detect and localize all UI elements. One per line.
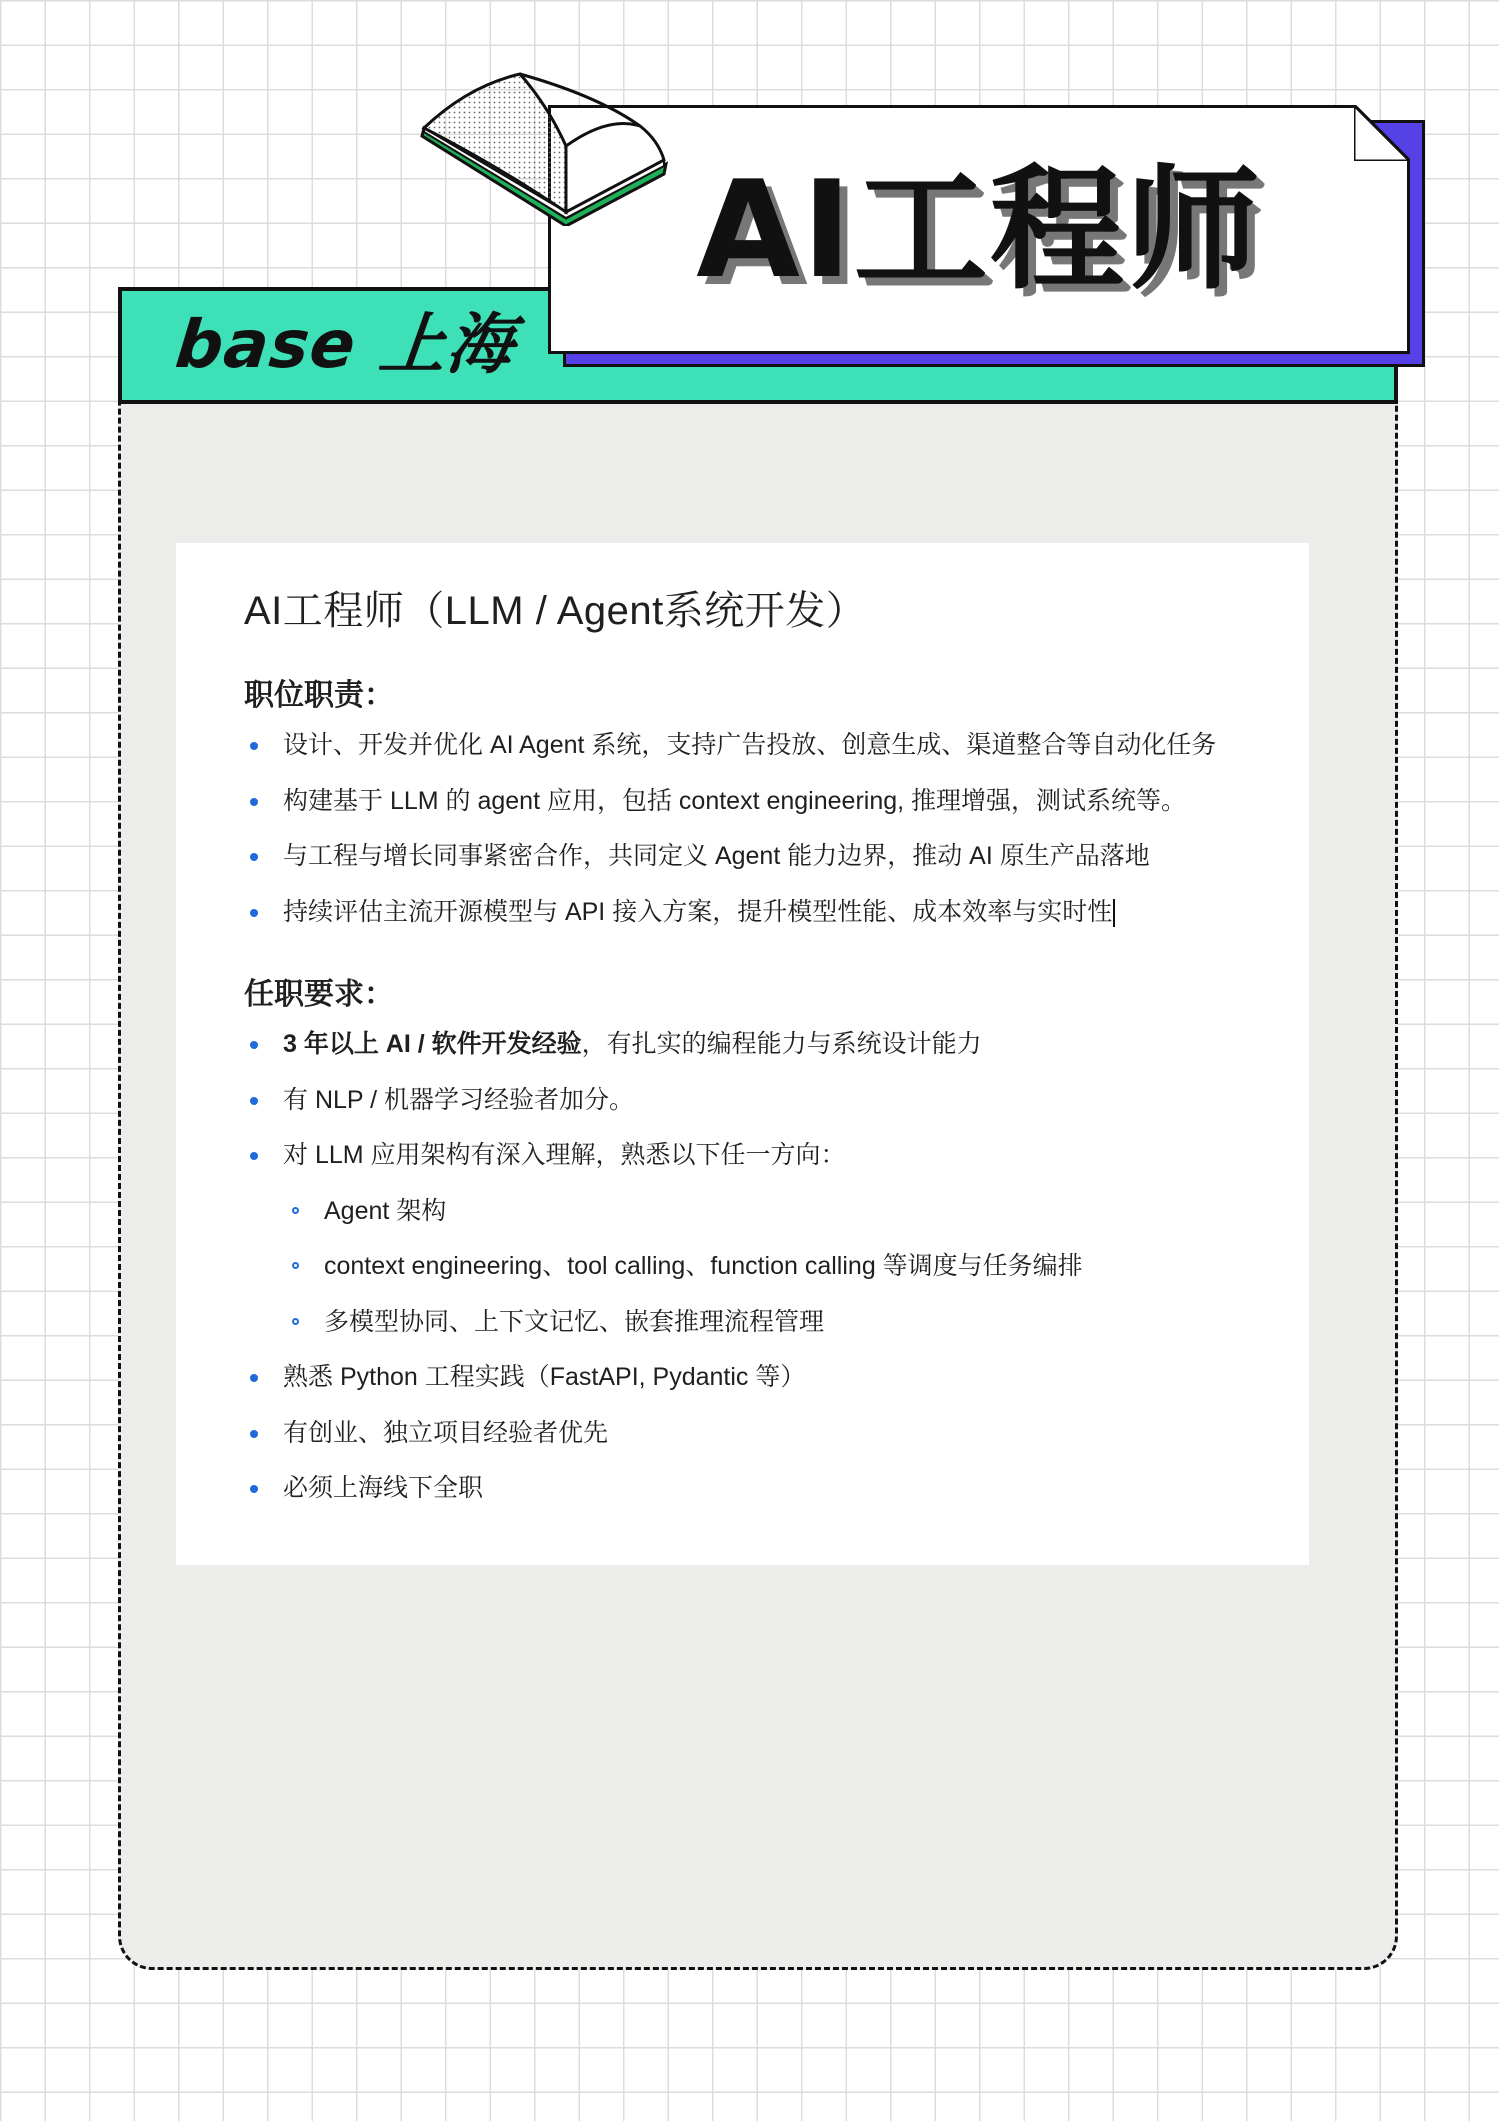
bullet-icon xyxy=(250,909,258,917)
list-item: 3 年以上 AI / 软件开发经验，有扎实的编程能力与系统设计能力 xyxy=(176,1017,1309,1073)
text-cursor xyxy=(1113,899,1115,927)
bullet-icon xyxy=(250,1152,258,1160)
duties-list xyxy=(176,718,1309,940)
open-book-icon xyxy=(418,66,670,226)
list-item: 对 LLM 应用架构有深入理解，熟悉以下任一方向： xyxy=(176,1128,1309,1184)
bullet-icon xyxy=(250,1374,258,1382)
bullet-icon xyxy=(250,798,258,806)
duties-heading: 职位职责： xyxy=(244,679,394,712)
sub-list-item: context engineering、tool calling、function calling 等调度与任务编排 xyxy=(176,1239,1309,1295)
job-title: AI工程师 xyxy=(696,152,1262,308)
list-item: 必须上海线下全职 xyxy=(176,1461,1309,1517)
list-item: 有创业、独立项目经验者优先 xyxy=(176,1406,1309,1462)
bullet-icon xyxy=(250,1041,258,1049)
list-item: 与工程与增长同事紧密合作，共同定义 Agent 能力边界，推动 AI 原生产品落地 xyxy=(176,829,1309,885)
hollow-bullet-icon xyxy=(292,1318,299,1325)
requirements-list xyxy=(176,1017,1309,1517)
list-item: 设计、开发并优化 AI Agent 系统，支持广告投放、创意生成、渠道整合等自动化任务 xyxy=(176,718,1309,774)
hollow-bullet-icon xyxy=(292,1262,299,1269)
list-item: 持续评估主流开源模型与 API 接入方案，提升模型性能、成本效率与实时性 xyxy=(176,885,1309,941)
hollow-bullet-icon xyxy=(292,1207,299,1214)
bullet-icon xyxy=(250,1485,258,1493)
sub-list-item: Agent 架构 xyxy=(176,1184,1309,1240)
list-item: 熟悉 Python 工程实践（FastAPI, Pydantic 等） xyxy=(176,1350,1309,1406)
sub-list-item: 多模型协同、上下文记忆、嵌套推理流程管理 xyxy=(176,1295,1309,1351)
location-label: base 上海 xyxy=(172,306,518,383)
list-item: 有 NLP / 机器学习经验者加分。 xyxy=(176,1073,1309,1129)
bullet-icon xyxy=(250,853,258,861)
requirements-heading: 任职要求： xyxy=(244,978,394,1011)
bullet-icon xyxy=(250,742,258,750)
list-item: 构建基于 LLM 的 agent 应用，包括 context engineering, 推理增强，测试系统等。 xyxy=(176,774,1309,830)
doc-title: AI工程师（LLM / Agent系统开发） xyxy=(244,589,867,633)
bullet-icon xyxy=(250,1430,258,1438)
bullet-icon xyxy=(250,1097,258,1105)
job-description-panel xyxy=(176,543,1309,1565)
